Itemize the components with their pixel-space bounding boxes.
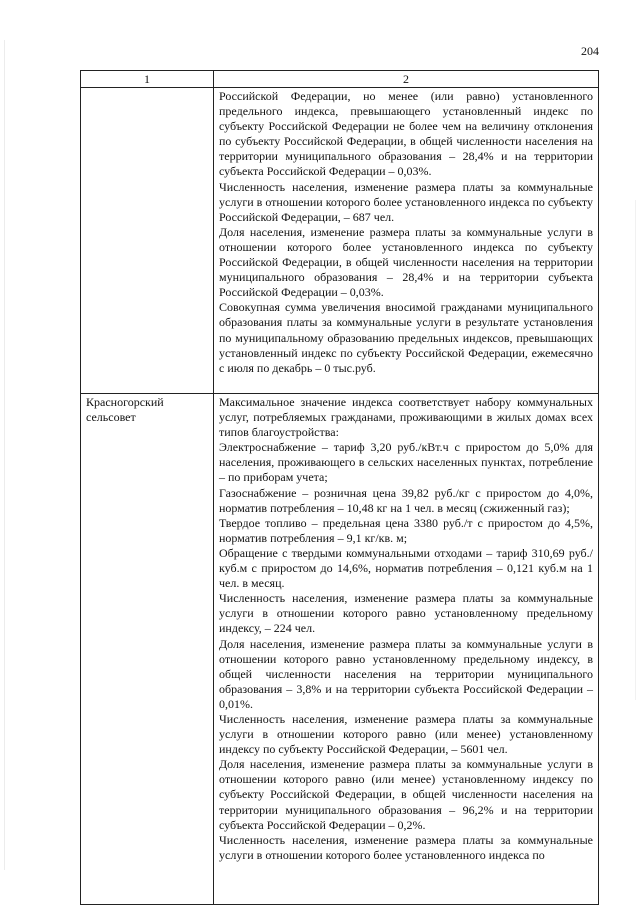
description-cell xyxy=(214,88,599,394)
municipality-cell xyxy=(81,394,214,905)
paragraph: Твердое топливо – предельная цена 3380 руб./т с приростом до 4,5%, норматив потребления – 9,1 кг/кв. м; xyxy=(219,515,593,545)
table-row xyxy=(81,394,599,905)
table-row xyxy=(81,88,599,394)
tariff-table xyxy=(80,70,599,905)
paragraph: Доля населения, изменение размера платы за коммунальные услуги в отношении которого равно установленному предельному индексу, в общей численности населения на территории муниципального образования – 3,8% и на территории субъекта Российской Федерации – 0,01%. xyxy=(219,636,593,711)
paragraph: Численность населения, изменение размера платы за коммунальные услуги в отношении которого более установленного индекса по xyxy=(219,832,593,862)
paragraph: Газоснабжение – розничная цена 39,82 руб./кг с приростом до 4,0%, норматив потребления – 10,48 кг на 1 чел. в месяц (сжиженный газ); xyxy=(219,485,593,515)
paragraph: Численность населения, изменение размера платы за коммунальные услуги в отношении которого равно установленному предельному индексу, – 224 чел. xyxy=(219,591,593,636)
paragraph: Совокупная сумма увеличения вносимой гражданами муниципального образования платы за коммунальные услуги в результате установления по муниципальному образованию предельных индексов, превышающих установленный индекс по субъекту Российской Федерации, ежемесячно с июля по декабрь – 0 тыс.руб. xyxy=(219,300,593,375)
scan-edge-artifact xyxy=(635,200,636,700)
paragraph: Доля населения, изменение размера платы за коммунальные услуги в отношении которого равно (или менее) установленному индексу по субъекту Российской Федерации, в общей численности населения на территории муниципального образования – 96,2% и на территории субъекта Российской Федерации – 0,2%. xyxy=(219,757,593,832)
paragraph: Численность населения, изменение размера платы за коммунальные услуги в отношении которого равно (или менее) установленному индексу по субъекту Российской Федерации, – 5601 чел. xyxy=(219,711,593,757)
paragraph: Российской Федерации, но менее (или равно) установленного предельного индекса, превышающего установленный индекс по субъекту Российской Федерации не более чем на величину отклонения по субъекту Российской Федерации, в общей численности населения на территории муниципального образования – 28,4% и на территории субъекта Российской Федерации – 0,03%. xyxy=(219,89,593,179)
paragraph: Обращение с твердыми коммунальными отходами – тариф 310,69 руб./куб.м с приростом до 14,6%, норматив потребления – 0,121 куб.м на 1 чел. в месяц. xyxy=(219,545,593,591)
paragraph: Доля населения, изменение размера платы за коммунальные услуги в отношении которого более установленного индекса по субъекту Российской Федерации, в общей численности населения на территории муниципального образования – 28,4% и на территории субъекта Российской Федерации – 0,03%. xyxy=(219,224,593,300)
paragraph: Численность населения, изменение размера платы за коммунальные услуги в отношении которого более установленного индекса по субъекту Российской Федерации, – 687 чел. xyxy=(219,179,593,224)
municipality-label: Красногорский сельсовет xyxy=(86,395,164,425)
description-cell xyxy=(214,394,599,905)
scan-edge-artifact xyxy=(4,40,5,870)
column-header-1: 1 xyxy=(81,71,214,88)
table-header-row xyxy=(81,71,599,88)
page-number: 204 xyxy=(581,44,599,58)
municipality-cell xyxy=(81,88,214,394)
paragraph: Электроснабжение – тариф 3,20 руб./кВт.ч с приростом до 5,0% для населения, проживающего в сельских населенных пунктах, потребление – по приборам учета; xyxy=(219,440,593,485)
paragraph: Максимальное значение индекса соответствует набору коммунальных услуг, потребляемых гражданами, проживающими в жилых домах всех типов благоустройства: xyxy=(219,395,593,440)
column-header-2: 2 xyxy=(214,71,599,88)
